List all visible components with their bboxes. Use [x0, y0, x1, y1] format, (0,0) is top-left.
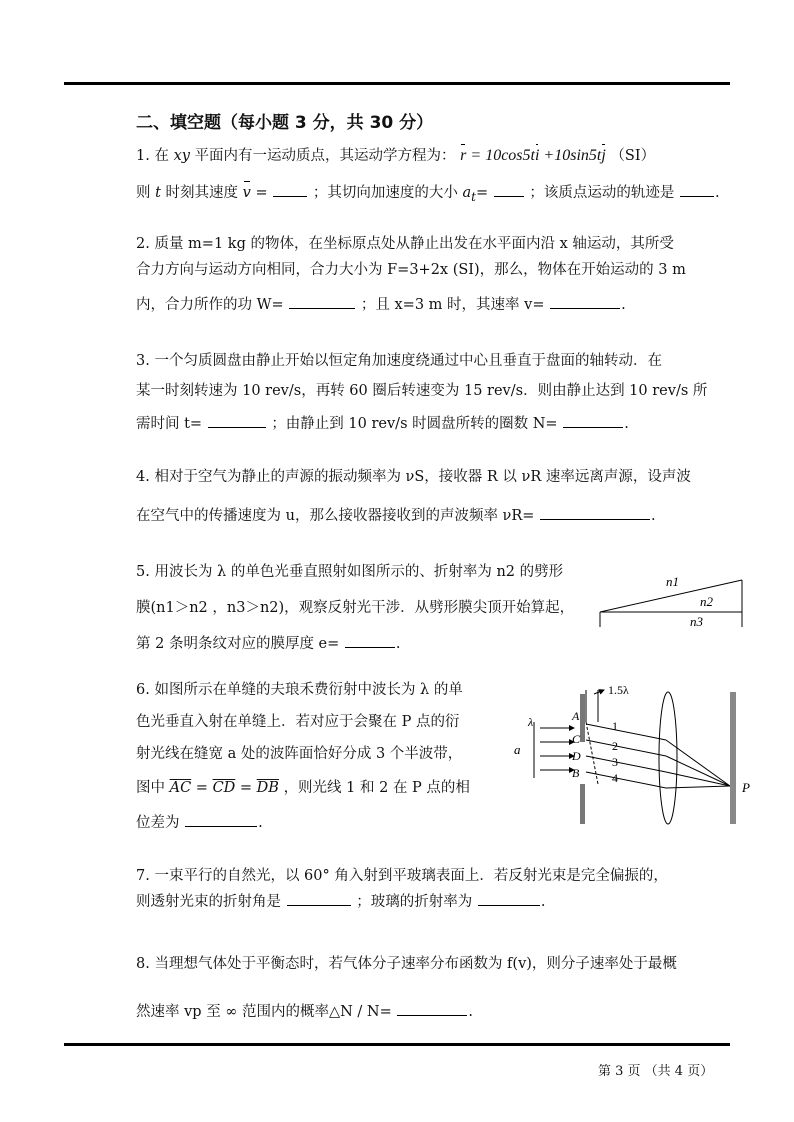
q1-l2-text-c: ；其切向加速度的大小	[312, 185, 458, 201]
footer-rule	[64, 1043, 730, 1046]
slit-screen-bottom	[580, 784, 585, 824]
q1-vec-r: r	[460, 147, 467, 164]
q3-answer-time[interactable]	[208, 413, 266, 428]
q5-l3-end: .	[395, 636, 401, 652]
q2-answer-work[interactable]	[289, 294, 355, 309]
q5-l3-text-a: 第 2 条明条纹对应的膜厚度 e=	[136, 636, 340, 652]
q3-line2: 某一时刻转速为 10 rev/s，再转 60 圈后转速变为 15 rev/s．则由静止达到 10 rev/s 所	[136, 383, 708, 399]
q5-line1: 5. 用波长为 λ 的单色光垂直照射如图所示的、折射率为 n2 的劈形	[136, 564, 564, 580]
q1-var-a: a	[462, 185, 472, 201]
converging-ray-4	[666, 786, 730, 788]
q6-l5-end: .	[258, 815, 263, 831]
q5-line2: 膜(n1＞n2 ，n3＞n2)，观察反射光干涉．从劈形膜尖顶开始算起，	[136, 600, 575, 616]
diffracted-ray-3	[586, 756, 666, 772]
q8-line2	[136, 1001, 473, 1022]
label-B: B	[572, 766, 580, 780]
q2-line2: 合力方向与运动方向相同，合力大小为 F=3+2x (SI)，那么，物体在开始运动的 3 m	[136, 262, 686, 278]
q1-l2-text-a: 则	[136, 185, 151, 201]
path-diff-arrow	[594, 690, 604, 694]
q7-l2-text-b: ；玻璃的折射率为	[356, 894, 473, 910]
q6-answer-phase[interactable]	[185, 812, 257, 827]
q2-line1: 2. 质量 m=1 kg 的物体，在坐标原点处从静止出发在水平面内沿 x 轴运动，其所受	[136, 236, 674, 252]
q8-l2-text-a: 然速率 vp 至 ∞ 范围内的概率△N / N=	[136, 1004, 392, 1020]
q2-l3-text-a: 内，合力所作的功 W=	[136, 297, 284, 313]
q3-answer-revolutions[interactable]	[563, 413, 623, 428]
lens	[659, 692, 677, 824]
q4-answer-frequency[interactable]	[540, 505, 650, 520]
q6-line4	[136, 778, 470, 798]
label-ray-4: 4	[612, 771, 618, 785]
q8-answer-probability[interactable]	[397, 1001, 467, 1016]
label-P: P	[742, 780, 750, 795]
q1-l2-eq: =	[250, 185, 273, 201]
q6-eq1: =	[191, 780, 213, 796]
q1-var-a-sub: t	[471, 189, 476, 204]
q8-l2-end: .	[468, 1004, 473, 1020]
wavefront-dashed	[586, 722, 598, 784]
q1-eq-part2: +10sin5t	[539, 147, 602, 164]
q6-seg-db: $\overline{DB}$	[256, 780, 279, 796]
q8-line1: 8. 当理想气体处于平衡态时，若气体分子速率分布函数为 f(v)，则分子速率处于最概	[136, 956, 677, 972]
q7-line1: 7. 一束平行的自然光，以 60° 角入射到平玻璃表面上．若反射光束是完全偏振的，	[136, 868, 668, 884]
q1-vec-i: i	[534, 147, 540, 164]
label-A: A	[572, 709, 580, 723]
q1-answer-trajectory[interactable]	[680, 182, 714, 197]
q4-l2-end: .	[651, 508, 656, 524]
q6-seg-ac: $\overline{AC}$	[169, 780, 192, 796]
q3-line1: 3. 一个匀质圆盘由静止开始以恒定角加速度绕通过中心且垂直于盘面的轴转动．在	[136, 353, 662, 369]
q1-var-xy: xy	[173, 148, 190, 164]
q1-line1	[136, 146, 655, 166]
q6-line3: 射光线在缝宽 a 处的波阵面恰好分成 3 个半波带，	[136, 746, 463, 762]
q1-var-t: t	[155, 185, 161, 201]
q5-answer-thickness[interactable]	[345, 633, 395, 648]
q7-l2-end: .	[540, 894, 546, 910]
q7-answer-index[interactable]	[478, 891, 540, 906]
q1-l2-end: .	[714, 185, 720, 201]
q4-line2	[136, 505, 656, 526]
label-C: C	[572, 732, 581, 746]
q1-l2-text-b: 时刻其速度	[165, 185, 239, 201]
q3-l3-text-a: 需时间 t=	[136, 416, 203, 432]
diffracted-ray-4	[586, 772, 666, 788]
q6-l4-text-b: ，则光线 1 和 2 在 P 点的相	[283, 780, 470, 796]
page-number: 第 3 页 （共 4 页）	[598, 1064, 714, 1079]
label-n2: n2	[700, 594, 713, 609]
q2-l3-text-b: ；且 x=3 m 时，其速率 v=	[360, 297, 545, 313]
converging-ray-2	[666, 756, 730, 786]
q1-line2	[136, 182, 720, 207]
label-n1: n1	[666, 574, 679, 589]
q6-l5-text-a: 位差为	[136, 815, 180, 831]
q3-line3	[136, 413, 629, 434]
q6-line2: 色光垂直入射在单缝上．若对应于会聚在 P 点的衍	[136, 714, 460, 730]
q1-text-a: 1. 在	[136, 148, 169, 164]
q7-l2-text-a: 则透射光束的折射角是	[136, 894, 281, 910]
wedge-film-figure	[590, 568, 750, 638]
q1-equation	[460, 147, 606, 164]
q1-units: （SI）	[610, 148, 656, 164]
q2-line3	[136, 294, 626, 315]
q3-l3-end: .	[624, 416, 629, 432]
diffracted-ray-1	[586, 724, 666, 740]
q5-line3	[136, 633, 401, 654]
section-title: 二、填空题（每小题 3 分，共 30 分）	[136, 113, 434, 133]
label-n3: n3	[690, 614, 703, 629]
header-rule	[64, 82, 730, 85]
q1-l2-text-d: =	[475, 185, 489, 201]
label-ray-3: 3	[612, 755, 618, 769]
observation-screen	[730, 692, 736, 824]
q7-line2	[136, 891, 545, 912]
diffracted-ray-2	[586, 740, 666, 756]
q2-l3-end: .	[621, 297, 626, 313]
label-a: a	[514, 742, 521, 757]
q4-l2-text-a: 在空气中的传播速度为 u，那么接收器接收到的声波频率 νR=	[136, 508, 535, 524]
q2-answer-speed[interactable]	[550, 294, 620, 309]
q1-answer-velocity[interactable]	[273, 182, 307, 197]
slit-screen-top	[580, 694, 585, 742]
q6-l4-text-a: 图中	[136, 780, 165, 796]
q6-line5	[136, 812, 263, 833]
q3-l3-text-b: ；由静止到 10 rev/s 时圆盘所转的圈数 N=	[271, 416, 558, 432]
label-D: D	[572, 749, 581, 763]
label-path-diff: 1.5λ	[608, 683, 629, 697]
q6-eq2: =	[235, 780, 257, 796]
label-ray-1: 1	[612, 719, 618, 733]
q1-eq-part1: = 10cos5t	[466, 147, 535, 164]
single-slit-figure	[508, 680, 762, 825]
q4-line1: 4. 相对于空气为静止的声源的振动频率为 νS，接收器 R 以 νR 速率远离声源，设声波	[136, 469, 691, 485]
q6-line1: 6. 如图所示在单缝的夫琅禾费衍射中波长为 λ 的单	[136, 682, 463, 698]
q1-l2-text-e: ；该质点运动的轨迹是	[529, 185, 675, 201]
q1-vec-j: j	[601, 147, 606, 164]
label-lambda: λ	[528, 715, 534, 729]
q6-seg-cd: $\overline{CD}$	[212, 780, 236, 796]
q1-vec-v: v	[242, 185, 251, 201]
label-ray-2: 2	[612, 739, 618, 753]
q1-text-b: 平面内有一运动质点，其运动学方程为：	[194, 148, 456, 164]
q1-answer-accel[interactable]	[494, 182, 524, 197]
q7-answer-angle[interactable]	[287, 891, 351, 906]
